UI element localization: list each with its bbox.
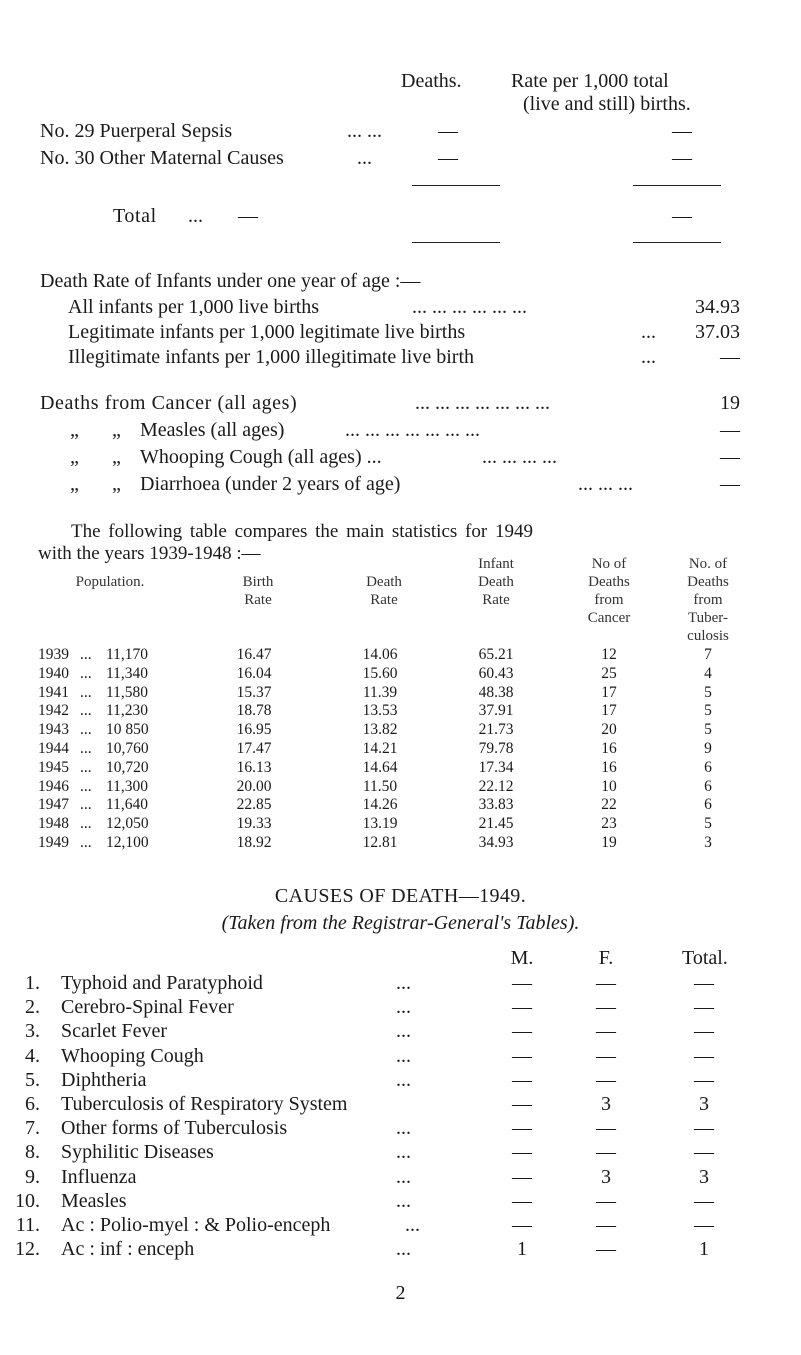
cell-tb: 5	[704, 683, 712, 701]
col-header-death: Death	[366, 574, 402, 590]
cell-infant-rate: 21.45	[478, 815, 514, 833]
col-header-cancer: No of	[591, 556, 627, 572]
cell-death-rate: 14.26	[362, 796, 398, 814]
cause-female: —	[596, 1068, 616, 1091]
cell-cancer: 16	[601, 758, 617, 776]
causes-title: CAUSES OF DEATH—1949.	[274, 885, 527, 907]
cell-year: 1947	[38, 796, 69, 814]
cause-number: 5.	[25, 1068, 40, 1091]
cell-cancer: 12	[601, 646, 617, 663]
cause-number: 9.	[25, 1165, 40, 1188]
comparison-intro: with the years 1939-1948 :—	[38, 543, 261, 564]
cell-birth-rate: 19.33	[236, 815, 272, 833]
cause-male: —	[512, 1093, 532, 1115]
cell-infant-rate: 34.93	[478, 834, 514, 851]
cell-dots: ...	[80, 664, 92, 682]
cell-tb: 9	[704, 740, 712, 757]
cell-death-rate: 12.81	[362, 834, 398, 851]
summary-row-dots: ... ... ... ...	[482, 446, 557, 468]
cell-tb: 6	[704, 796, 712, 814]
cell-infant-rate: 37.91	[478, 702, 514, 720]
cell-tb: 7	[704, 646, 712, 663]
col-header-population: Population.	[75, 574, 145, 590]
cell-dots: ...	[80, 702, 92, 720]
cell-infant-rate: 79.78	[478, 740, 514, 757]
maternal-row-rate: —	[672, 120, 692, 142]
maternal-row-deaths: —	[438, 120, 458, 142]
cell-population: 11,640	[106, 796, 149, 814]
cell-infant-rate: 33.83	[478, 796, 514, 814]
cause-total: —	[694, 1141, 714, 1164]
infant-row-dots: ...	[641, 321, 656, 343]
cell-infant-rate: 17.34	[478, 758, 514, 776]
cause-number: 6.	[25, 1093, 40, 1115]
cell-year: 1944	[38, 740, 69, 757]
cell-cancer: 20	[601, 721, 617, 739]
cell-death-rate: 11.50	[362, 777, 398, 795]
ditto-mark: „	[112, 446, 121, 468]
cell-infant-rate: 60.43	[478, 664, 514, 682]
cell-population: 11,230	[106, 702, 149, 720]
cell-dots: ...	[80, 646, 92, 663]
cause-label: Whooping Cough	[61, 1044, 204, 1067]
cause-male: —	[512, 1189, 532, 1212]
maternal-total-dots: ...	[188, 205, 203, 227]
cell-tb: 6	[704, 758, 712, 776]
cell-birth-rate: 16.04	[236, 664, 272, 682]
cell-year: 1948	[38, 815, 69, 833]
ditto-mark: „	[70, 473, 79, 495]
cause-dots: ...	[396, 1238, 411, 1261]
cell-tb: 3	[704, 834, 712, 851]
cause-female: —	[596, 972, 616, 994]
page-number: 2	[395, 1282, 406, 1304]
cell-birth-rate: 20.00	[236, 777, 272, 795]
cell-dots: ...	[80, 777, 92, 795]
infant-row-value: 37.03	[695, 321, 740, 343]
cause-total: 1	[699, 1238, 709, 1261]
cell-infant-rate: 65.21	[478, 646, 514, 663]
cell-cancer: 17	[601, 683, 617, 701]
ditto-mark: „	[70, 446, 79, 468]
cause-dots: ...	[396, 1117, 411, 1140]
cause-female: —	[596, 1214, 616, 1236]
cell-cancer: 10	[601, 777, 617, 795]
cause-label: Scarlet Fever	[61, 1020, 168, 1043]
cause-number: 12.	[15, 1238, 40, 1261]
col-header-infant: Infant	[478, 556, 514, 572]
cell-population: 11,340	[106, 664, 149, 682]
cell-year: 1949	[38, 834, 69, 851]
cell-death-rate: 13.53	[362, 702, 398, 720]
cell-infant-rate: 22.12	[478, 777, 514, 795]
cell-infant-rate: 48.38	[478, 683, 514, 701]
col-header-tb: culosis	[687, 628, 729, 644]
header-rate-line1: Rate per 1,000 total	[511, 70, 669, 92]
cell-cancer: 17	[601, 702, 617, 720]
cell-infant-rate: 21.73	[478, 721, 514, 739]
cell-birth-rate: 22.85	[236, 796, 272, 814]
summary-row-label: Diarrhoea (under 2 years of age)	[140, 473, 401, 495]
cause-label: Measles	[61, 1189, 127, 1212]
col-header-total: Total.	[682, 947, 728, 969]
summary-row-value: 19	[720, 392, 740, 414]
cell-dots: ...	[80, 758, 92, 776]
cause-female: —	[596, 1117, 616, 1140]
cause-total: —	[694, 1117, 714, 1140]
cause-male: —	[512, 1165, 532, 1188]
cause-dots: ...	[396, 1020, 411, 1043]
col-header-death: Rate	[370, 592, 398, 608]
cell-tb: 6	[704, 777, 712, 795]
cell-year: 1942	[38, 702, 69, 720]
cause-female: —	[596, 1189, 616, 1212]
cell-dots: ...	[80, 721, 92, 739]
summary-row-value: —	[720, 446, 740, 468]
cause-male: —	[512, 1044, 532, 1067]
cause-female: —	[596, 1141, 616, 1164]
summary-row-dots: ... ... ... ... ... ... ...	[415, 392, 550, 414]
col-header-infant: Death	[478, 574, 514, 590]
cell-death-rate: 11.39	[362, 683, 398, 701]
cell-birth-rate: 16.47	[236, 646, 272, 663]
cell-birth-rate: 18.78	[236, 702, 272, 720]
cause-total: 3	[699, 1093, 709, 1115]
cell-dots: ...	[80, 815, 92, 833]
cell-year: 1941	[38, 683, 69, 701]
cause-male: —	[512, 996, 532, 1019]
cell-birth-rate: 16.13	[236, 758, 272, 776]
summary-row-dots: ... ... ...	[578, 473, 633, 495]
cell-population: 10,720	[106, 758, 149, 776]
cell-population: 12,100	[106, 834, 149, 851]
divider	[633, 242, 721, 243]
col-header-f: F.	[598, 947, 614, 969]
causes-subtitle: (Taken from the Registrar-General's Tables).	[221, 912, 580, 934]
cell-birth-rate: 17.47	[236, 740, 272, 757]
cause-male: —	[512, 1214, 532, 1236]
infant-row-dots: ... ... ... ... ... ...	[412, 296, 527, 318]
cell-death-rate: 14.64	[362, 758, 398, 776]
col-header-birth: Birth	[242, 574, 274, 590]
header-rate-line2: (live and still) births.	[523, 93, 691, 115]
cause-male: 1	[517, 1238, 527, 1261]
cell-birth-rate: 18.92	[236, 834, 272, 851]
cause-number: 8.	[25, 1141, 40, 1164]
cause-dots: ...	[396, 972, 411, 994]
cause-dots: ...	[396, 1044, 411, 1067]
cell-dots: ...	[80, 683, 92, 701]
cell-death-rate: 15.60	[362, 664, 398, 682]
cause-female: —	[596, 1044, 616, 1067]
cell-cancer: 16	[601, 740, 617, 757]
infant-row-label: Legitimate infants per 1,000 legitimate live births	[68, 321, 466, 343]
cell-birth-rate: 15.37	[236, 683, 272, 701]
infant-row-value: 34.93	[695, 296, 740, 318]
infant-heading: Death Rate of Infants under one year of age :—	[40, 270, 421, 292]
cause-dots: ...	[396, 1165, 411, 1188]
cause-total: —	[694, 1068, 714, 1091]
cause-dots: ...	[396, 1141, 411, 1164]
infant-row-label: Illegitimate infants per 1,000 illegitimate live birth	[68, 346, 475, 368]
cell-population: 11,300	[106, 777, 149, 795]
maternal-total-deaths: —	[238, 205, 258, 227]
cause-label: Ac : inf : enceph	[61, 1238, 195, 1261]
divider	[412, 185, 500, 186]
cause-male: —	[512, 1117, 532, 1140]
cell-year: 1943	[38, 721, 69, 739]
cause-total: —	[694, 1214, 714, 1236]
cell-tb: 5	[704, 702, 712, 720]
cell-year: 1946	[38, 777, 69, 795]
ditto-mark: „	[112, 419, 121, 441]
cause-male: —	[512, 1068, 532, 1091]
summary-row-label: Whooping Cough (all ages) ...	[140, 446, 382, 468]
cell-population: 11,170	[106, 646, 149, 663]
cause-total: —	[694, 1020, 714, 1043]
cause-total: —	[694, 996, 714, 1019]
cause-dots: ...	[396, 1189, 411, 1212]
cell-population: 11,580	[106, 683, 149, 701]
divider	[412, 242, 500, 243]
cause-number: 1.	[25, 972, 40, 994]
cell-cancer: 22	[601, 796, 617, 814]
cell-birth-rate: 16.95	[236, 721, 272, 739]
cause-total: —	[694, 1189, 714, 1212]
maternal-total-rate: —	[672, 205, 692, 227]
cause-total: —	[694, 972, 714, 994]
cell-dots: ...	[80, 834, 92, 851]
maternal-row-label: No. 29 Puerperal Sepsis	[40, 120, 233, 142]
col-header-infant: Rate	[482, 592, 510, 608]
cell-death-rate: 13.82	[362, 721, 398, 739]
cause-label: Typhoid and Paratyphoid	[61, 972, 263, 994]
cause-male: —	[512, 972, 532, 994]
cause-number: 2.	[25, 996, 40, 1019]
col-header-tb: Deaths	[687, 574, 729, 590]
cause-male: —	[512, 1020, 532, 1043]
col-header-tb: from	[693, 592, 723, 608]
cause-number: 3.	[25, 1020, 40, 1043]
cause-dots: ...	[405, 1214, 420, 1236]
cause-female: —	[596, 996, 616, 1019]
cause-label: Ac : Polio-myel : & Polio-enceph	[61, 1214, 331, 1236]
cell-tb: 5	[704, 815, 712, 833]
cause-label: Diphtheria	[61, 1068, 147, 1091]
cause-male: —	[512, 1141, 532, 1164]
cause-female: —	[596, 1238, 616, 1261]
cause-label: Influenza	[61, 1165, 137, 1188]
cell-population: 10 850	[106, 721, 149, 739]
cell-cancer: 19	[601, 834, 617, 851]
col-header-birth: Rate	[244, 592, 272, 608]
cause-number: 10.	[15, 1189, 40, 1212]
maternal-total-label: Total	[113, 205, 157, 227]
cell-death-rate: 14.06	[362, 646, 398, 663]
ditto-mark: „	[70, 419, 79, 441]
cause-label: Tuberculosis of Respiratory System	[61, 1093, 348, 1115]
cause-label: Syphilitic Diseases	[61, 1141, 214, 1164]
cell-dots: ...	[80, 796, 92, 814]
summary-row-value: —	[720, 473, 740, 495]
cell-year: 1939	[38, 646, 69, 663]
summary-row-label: Measles (all ages)	[140, 419, 285, 441]
cause-number: 7.	[25, 1117, 40, 1140]
cause-number: 4.	[25, 1044, 40, 1067]
maternal-row-dots: ... ...	[347, 120, 382, 142]
ditto-mark: „	[112, 473, 121, 495]
col-header-m: M.	[510, 947, 534, 969]
cell-year: 1945	[38, 758, 69, 776]
col-header-cancer: Deaths	[588, 574, 630, 590]
infant-row-dots: ...	[641, 346, 656, 368]
divider	[633, 185, 721, 186]
summary-row-label: Deaths from Cancer (all ages)	[40, 392, 298, 414]
header-deaths: Deaths.	[401, 70, 462, 92]
cell-dots: ...	[80, 740, 92, 757]
cause-female: —	[596, 1020, 616, 1043]
cell-cancer: 23	[601, 815, 617, 833]
maternal-row-rate: —	[672, 147, 692, 169]
cell-death-rate: 14.21	[362, 740, 398, 757]
cell-tb: 4	[704, 664, 712, 682]
cause-label: Other forms of Tuberculosis	[61, 1117, 288, 1140]
maternal-row-deaths: —	[438, 147, 458, 169]
cause-dots: ...	[396, 996, 411, 1019]
cell-year: 1940	[38, 664, 69, 682]
col-header-tb: Tuber-	[688, 610, 728, 626]
summary-row-dots: ... ... ... ... ... ... ...	[345, 419, 480, 441]
summary-row-value: —	[720, 419, 740, 441]
col-header-cancer: Cancer	[587, 610, 631, 626]
cell-cancer: 25	[601, 664, 617, 682]
cause-total: 3	[699, 1165, 709, 1188]
cause-number: 11.	[15, 1214, 40, 1236]
col-header-cancer: from	[594, 592, 624, 608]
cause-label: Cerebro-Spinal Fever	[61, 996, 234, 1019]
cause-female: 3	[601, 1165, 611, 1188]
comparison-intro: The following table compares the main statistics for 1949	[71, 521, 533, 542]
cause-dots: ...	[396, 1068, 411, 1091]
maternal-row-dots: ...	[357, 147, 372, 169]
infant-row-value: —	[720, 346, 740, 368]
cell-population: 12,050	[106, 815, 149, 833]
maternal-row-label: No. 30 Other Maternal Causes	[40, 147, 284, 169]
cell-death-rate: 13.19	[362, 815, 398, 833]
col-header-tb: No. of	[688, 556, 728, 572]
cause-female: 3	[601, 1093, 611, 1115]
cause-total: —	[694, 1044, 714, 1067]
infant-row-label: All infants per 1,000 live births	[68, 296, 320, 318]
cell-population: 10,760	[106, 740, 149, 757]
cell-tb: 5	[704, 721, 712, 739]
